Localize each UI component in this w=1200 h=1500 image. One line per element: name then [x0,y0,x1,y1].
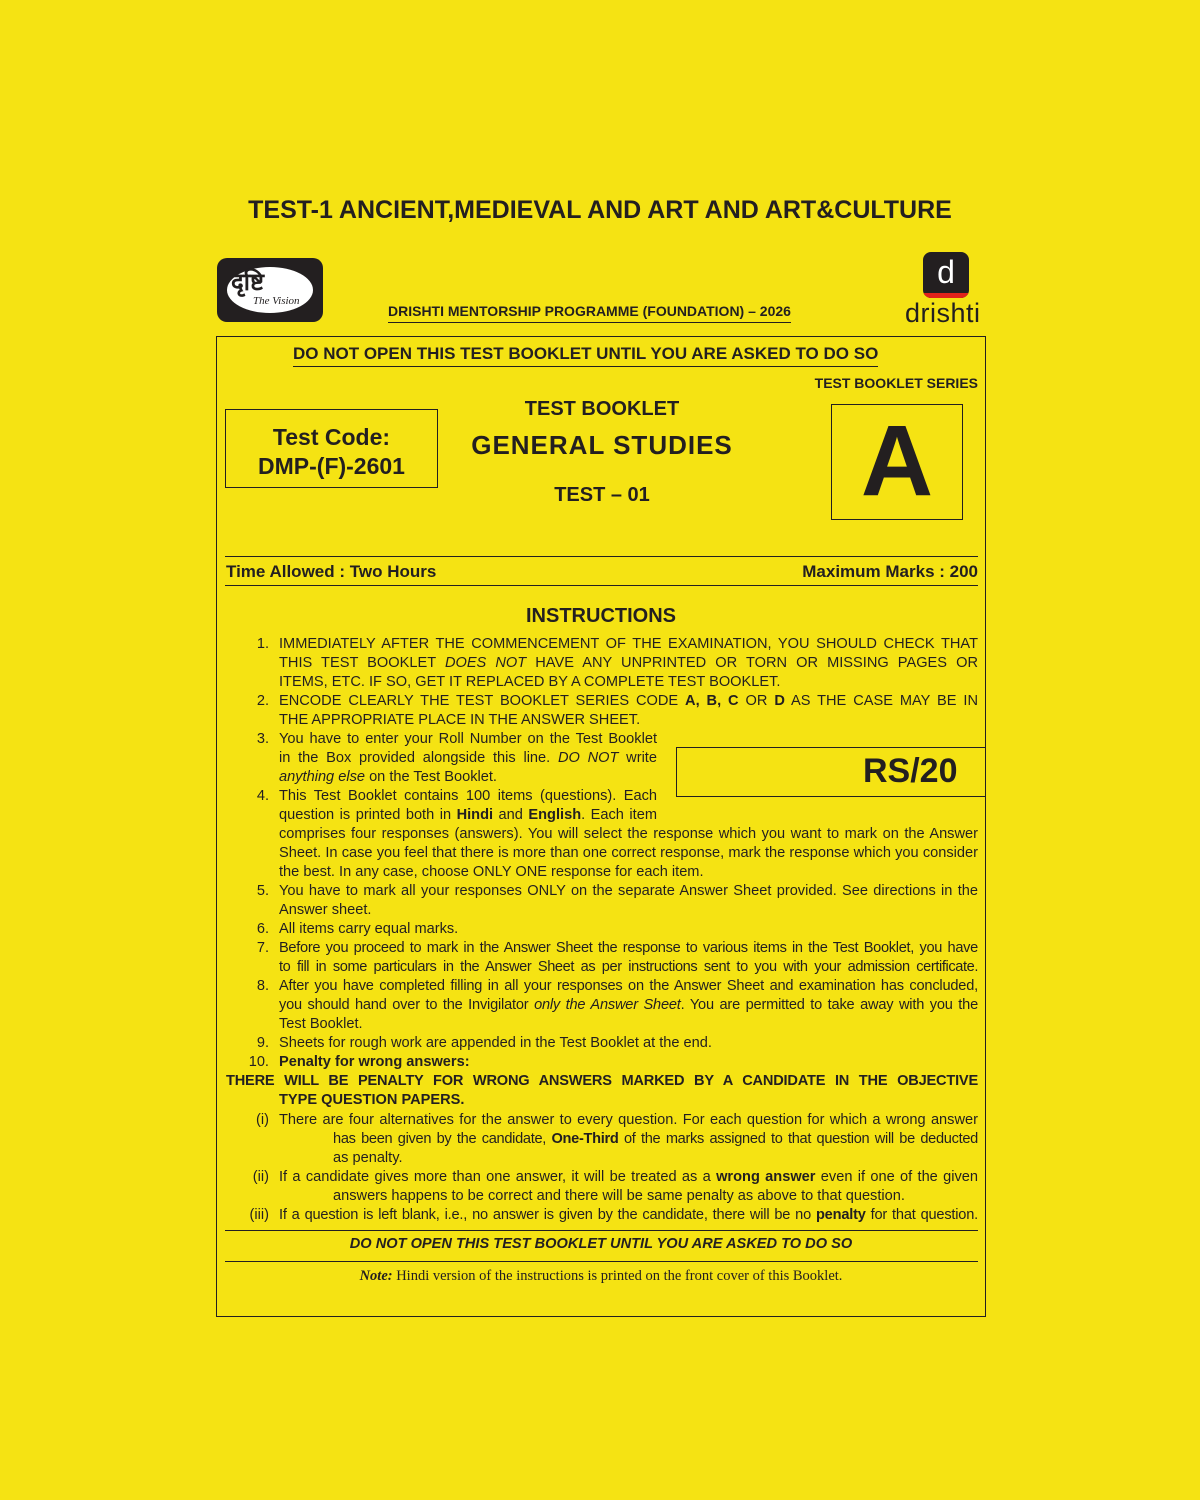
instruction-line: ITEMS, ETC. IF SO, GET IT REPLACED BY A COMPLETE TEST BOOKLET. [279,674,781,690]
logo-letter: d [937,254,955,290]
instruction-line: you should hand over to the Invigilator only the Answer Sheet. You are permitted to take away with you the [279,997,978,1013]
item-number: 4. [256,788,269,804]
instruction-line: THIS TEST BOOKLET DOES NOT HAVE ANY UNPRINTED OR TORN OR MISSING PAGES OR [279,655,978,671]
instruction-line: Penalty for wrong answers: [279,1054,470,1070]
note-text: Hindi version of the instructions is printed on the front cover of this Booklet. [392,1268,843,1284]
divider [225,1230,978,1231]
instruction-line: Answer sheet. [279,902,372,918]
instructions-heading: INSTRUCTIONS [526,605,676,627]
instruction-line: in the Box provided alongside this line. DO NOT write [279,750,657,766]
warning-bottom: DO NOT OPEN THIS TEST BOOKLET UNTIL YOU ARE ASKED TO DO SO [349,1236,853,1252]
instruction-line: If a question is left blank, i.e., no answer is given by the candidate, there will be no penalty for that question. [279,1207,978,1223]
booklet-label: TEST BOOKLET [524,398,680,420]
test-number: TEST – 01 [554,484,650,506]
instruction-line: answers happens to be correct and there will be same penalty as above to that question. [333,1188,905,1204]
instruction-line: anything else on the Test Booklet. [279,769,497,785]
instruction-line: Sheet. In case you feel that there is more than one correct response, mark the response which you consider [279,845,978,861]
logo-tagline: The Vision [253,295,300,307]
instruction-line: as penalty. [333,1150,403,1166]
subject-title: GENERAL STUDIES [471,430,733,460]
instruction-line: Test Booklet. [279,1016,363,1032]
instruction-line: This Test Booklet contains 100 items (questions). Each [279,788,657,804]
penalty-line: TYPE QUESTION PAPERS. [279,1092,465,1108]
item-number: 10. [248,1054,269,1070]
sub-item-number: (ii) [252,1169,269,1185]
instruction-line: If a candidate gives more than one answer, it will be treated as a wrong answer even if one of the given [279,1169,979,1185]
roll-number-box [676,747,986,797]
item-number: 3. [256,731,269,747]
drishti-the-vision-logo [217,258,323,322]
drishti-app-icon [923,252,969,298]
drishti-wordmark: drishti [905,298,981,328]
instruction-line: ENCODE CLEARLY THE TEST BOOKLET SERIES CODE A, B, C OR D AS THE CASE MAY BE IN [279,693,979,709]
price-label: RS/20 [863,752,958,790]
item-number: 9. [256,1035,269,1051]
series-label: TEST BOOKLET SERIES [814,375,978,391]
test-code-box [225,409,438,488]
item-number: 8. [256,978,269,994]
instruction-line: has been given by the candidate, One-Third of the marks assigned to that question will be deducted [333,1131,979,1147]
item-number: 1. [256,636,269,652]
divider [225,585,978,586]
page-title: TEST-1 ANCIENT,MEDIEVAL AND ART AND ART&CULTURE [248,196,952,224]
maximum-marks: Maximum Marks : 200 [802,562,978,581]
instruction-line: After you have completed filling in all your responses on the Answer Sheet and examination has concluded, [279,978,978,994]
instruction-line: All items carry equal marks. [279,921,459,937]
instruction-line: Before you proceed to mark in the Answer Sheet the response to various items in the Test Booklet, you have [279,940,978,956]
note-label: Note: [359,1268,393,1284]
logo-hindi-text: दृष्टि [231,267,264,296]
divider [225,1261,978,1262]
test-code-label: Test Code: [272,424,391,450]
divider [225,556,978,557]
sub-item-number: (i) [256,1112,269,1128]
hindi-version-note [216,1268,986,1285]
sub-item-number: (iii) [249,1207,269,1223]
programme-name: DRISHTI MENTORSHIP PROGRAMME (FOUNDATION) – 2026 [388,303,791,323]
test-code-value: DMP-(F)-2601 [258,453,405,479]
instruction-line: IMMEDIATELY AFTER THE COMMENCEMENT OF THE EXAMINATION, YOU SHOULD CHECK THAT [279,636,978,652]
instruction-line: You have to enter your Roll Number on the Test Booklet [279,731,657,747]
instruction-line: You have to mark all your responses ONLY on the separate Answer Sheet provided. See directions in the [279,883,978,899]
instruction-line: There are four alternatives for the answer to every question. For each question for which a wrong answer [279,1112,978,1128]
instruction-line: comprises four responses (answers). You will select the response which you want to mark on the Answer [279,826,978,842]
time-allowed: Time Allowed : Two Hours [226,562,437,581]
instruction-line: Sheets for rough work are appended in the Test Booklet at the end. [279,1035,712,1051]
series-code-box: A [831,404,963,520]
instruction-line: the best. In any case, choose ONLY ONE response for each item. [279,864,704,880]
item-number: 5. [256,883,269,899]
instruction-line: question is printed both in Hindi and English. Each item [279,807,657,823]
instruction-line: THE APPROPRIATE PLACE IN THE ANSWER SHEET. [279,712,641,728]
instruction-line: to fill in some particulars in the Answer Sheet as per instructions sent to you with your admission certificate. [279,959,978,975]
item-number: 7. [256,940,269,956]
penalty-line: THERE WILL BE PENALTY FOR WRONG ANSWERS MARKED BY A CANDIDATE IN THE OBJECTIVE [226,1073,978,1089]
item-number: 6. [256,921,269,937]
item-number: 2. [256,693,269,709]
warning-top: DO NOT OPEN THIS TEST BOOKLET UNTIL YOU ARE ASKED TO DO SO [293,344,878,367]
